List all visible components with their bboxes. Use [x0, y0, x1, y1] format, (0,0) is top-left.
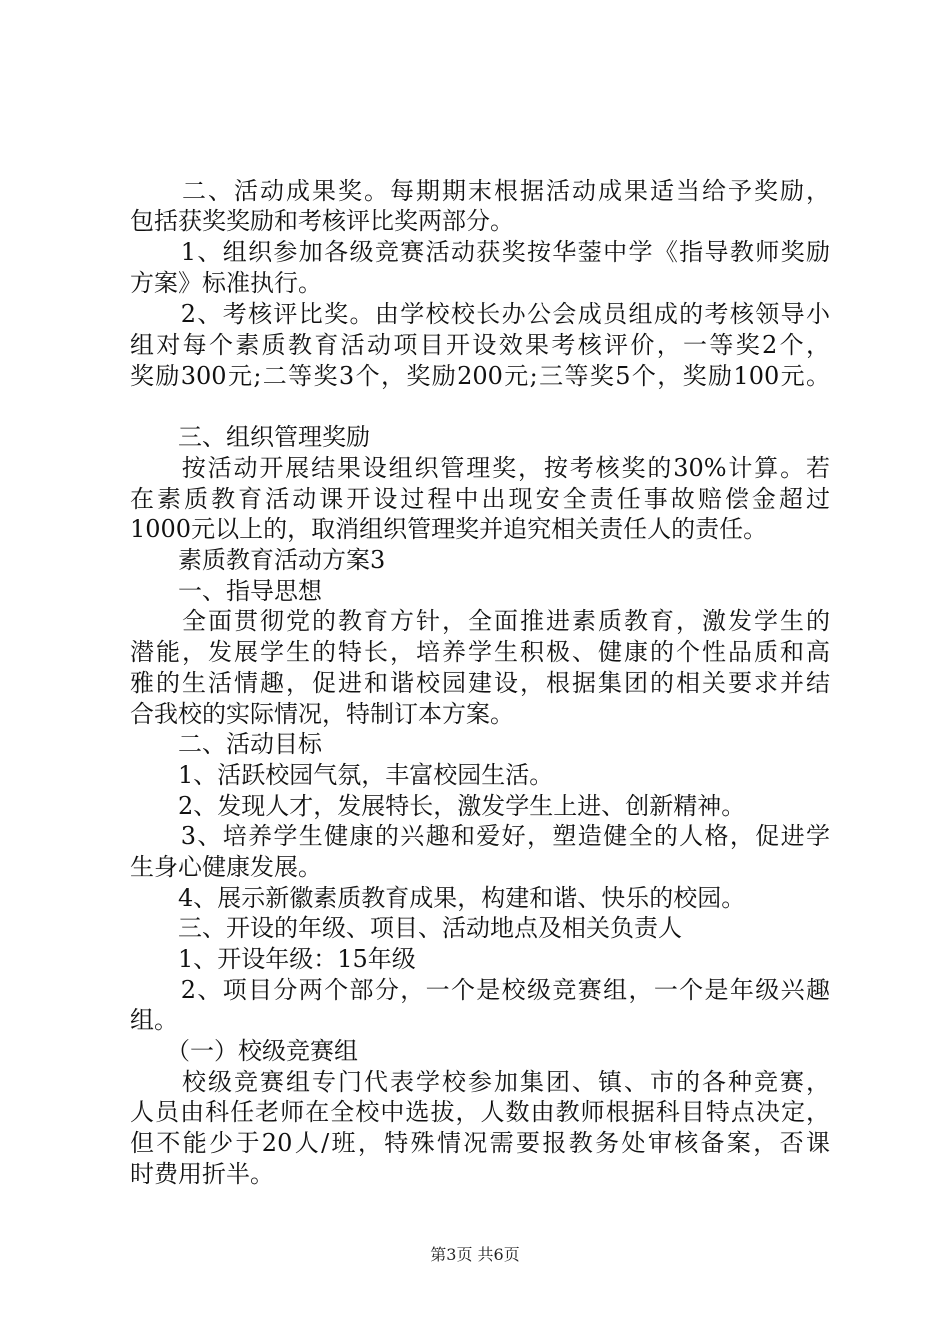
paragraph-line: 1、组织参加各级竞赛活动获奖按华蓥中学《指导教师奖励 [130, 238, 830, 266]
paragraph-line: 组对每个素质教育活动项目开设效果考核评价，一等奖2个， [130, 331, 830, 359]
section-heading: 三、开设的年级、项目、活动地点及相关负责人 [130, 914, 682, 942]
paragraph-line: 奖励300元;二等奖3个，奖励200元;三等奖5个，奖励100元。 [130, 362, 830, 390]
document-subtitle: 素质教育活动方案3 [130, 546, 386, 574]
section-heading: 一、指导思想 [130, 577, 322, 605]
paragraph-line: 全面贯彻党的教育方针，全面推进素质教育，激发学生的 [130, 607, 830, 635]
list-item: 3、培养学生健康的兴趣和爱好，塑造健全的人格，促进学 [130, 822, 830, 850]
list-item: 2、发现人才，发展特长，激发学生上进、创新精神。 [130, 792, 746, 820]
list-item: 1、活跃校园气氛，丰富校园生活。 [130, 761, 554, 789]
paragraph-line: 合我校的实际情况，特制订本方案。 [130, 700, 514, 728]
paragraph-line: 但不能少于20人/班，特殊情况需要报教务处审核备案，否课 [130, 1129, 830, 1157]
paragraph-line: 在素质教育活动课开设过程中出现安全责任事故赔偿金超过 [130, 485, 830, 513]
list-item: 2、项目分两个部分，一个是校级竞赛组，一个是年级兴趣 [130, 976, 830, 1004]
section-heading: 二、活动目标 [130, 730, 322, 758]
paragraph-line: 潜能，发展学生的特长，培养学生积极、健康的个性品质和高 [130, 638, 830, 666]
paragraph-line: 按活动开展结果设组织管理奖，按考核奖的30%计算。若 [130, 454, 830, 482]
paragraph-line: 方案》标准执行。 [130, 269, 322, 297]
paragraph-line: 雅的生活情趣，促进和谐校园建设，根据集团的相关要求并结 [130, 669, 830, 697]
section-heading: 三、组织管理奖励 [130, 423, 370, 451]
list-item: 4、展示新徽素质教育成果，构建和谐、快乐的校园。 [130, 884, 746, 912]
paragraph-line: 人员由科任老师在全校中选拔，人数由教师根据科目特点决定， [130, 1098, 830, 1126]
paragraph-line: 二、活动成果奖。每期期末根据活动成果适当给予奖励， [130, 177, 830, 205]
paragraph-line: 2、考核评比奖。由学校校长办公会成员组成的考核领导小 [130, 300, 830, 328]
paragraph-line: 校级竞赛组专门代表学校参加集团、镇、市的各种竞赛， [130, 1068, 830, 1096]
list-item: 1、开设年级：15年级 [130, 945, 416, 973]
paragraph-line: 组。 [130, 1006, 178, 1034]
paragraph-line: 生身心健康发展。 [130, 853, 322, 881]
paragraph-line: 时费用折半。 [130, 1160, 274, 1188]
subsection-heading: （一）校级竞赛组 [130, 1037, 358, 1065]
paragraph-line: 包括获奖奖励和考核评比奖两部分。 [130, 207, 514, 235]
page-number-footer: 第3页 共6页 [430, 1245, 520, 1264]
paragraph-line: 1000元以上的，取消组织管理奖并追究相关责任人的责任。 [130, 515, 768, 543]
